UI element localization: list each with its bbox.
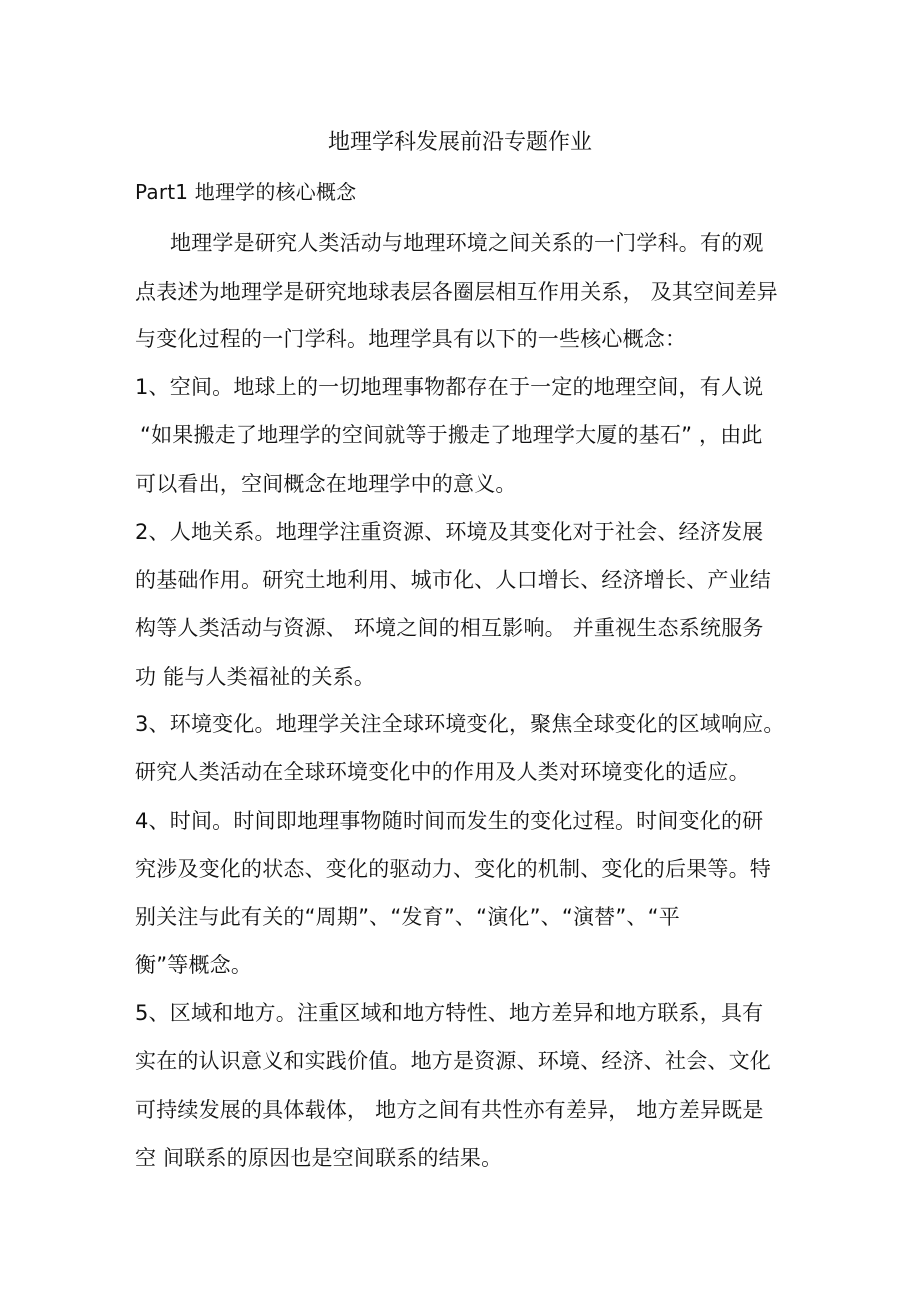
paragraph-line: 功 能与人类福祉的关系。 (135, 665, 376, 689)
paragraph-line: 实在的认识意义和实践价值。地方是资源、环境、经济、社会、文化 (135, 1049, 771, 1073)
paragraph-line: 点表述为地理学是研究地球表层各圈层相互作用关系， 及其空间差异 (135, 280, 778, 304)
paragraph-line: 5、区域和地方。注重区域和地方特性、地方差异和地方联系，具有 (135, 1001, 764, 1025)
paragraph-line: 3、环境变化。地理学关注全球环境变化，聚焦全球变化的区域响应。 (135, 712, 785, 736)
paragraph-line: 空 间联系的原因也是空间联系的结果。 (135, 1146, 503, 1170)
paragraph-line: 衡”等概念。 (135, 953, 253, 977)
part-heading: Part1 地理学的核心概念 (135, 180, 357, 204)
paragraph-line: 1、空间。地球上的一切地理事物都存在于一定的地理空间，有人说 (135, 375, 764, 399)
paragraph-line: 究涉及变化的状态、变化的驱动力、变化的机制、变化的后果等。特 (135, 857, 771, 881)
paragraph-line: 构等人类活动与资源、 环境之间的相互影响。 并重视生态系统服务 (135, 616, 764, 640)
paragraph-line: 可持续发展的具体载体， 地方之间有共性亦有差异， 地方差异既是 (135, 1098, 764, 1122)
paragraph-line: 的基础作用。研究土地利用、城市化、人口增长、经济增长、产业结 (135, 568, 771, 592)
paragraph-line: 研究人类活动在全球环境变化中的作用及人类对环境变化的适应。 (135, 760, 750, 784)
paragraph-line: 地理学是研究人类活动与地理环境之间关系的一门学科。有的观 (170, 231, 764, 255)
paragraph-line: 4、时间。时间即地理事物随时间而发生的变化过程。时间变化的研 (135, 809, 764, 833)
paragraph-line: 与变化过程的一门学科。地理学具有以下的一些核心概念： (135, 327, 687, 351)
paragraph-line: 别关注与此有关的“周期”、“发育”、“演化”、“演替”、“平 (135, 905, 680, 929)
paragraph-line: “如果搬走了地理学的空间就等于搬走了地理学大厦的基石” ，由此 (140, 423, 763, 447)
paragraph-line: 可以看出，空间概念在地理学中的意义。 (135, 472, 517, 496)
paragraph-line: 2、人地关系。地理学注重资源、环境及其变化对于社会、经济发展 (135, 520, 764, 544)
document-title: 地理学科发展前沿专题作业 (327, 130, 592, 155)
